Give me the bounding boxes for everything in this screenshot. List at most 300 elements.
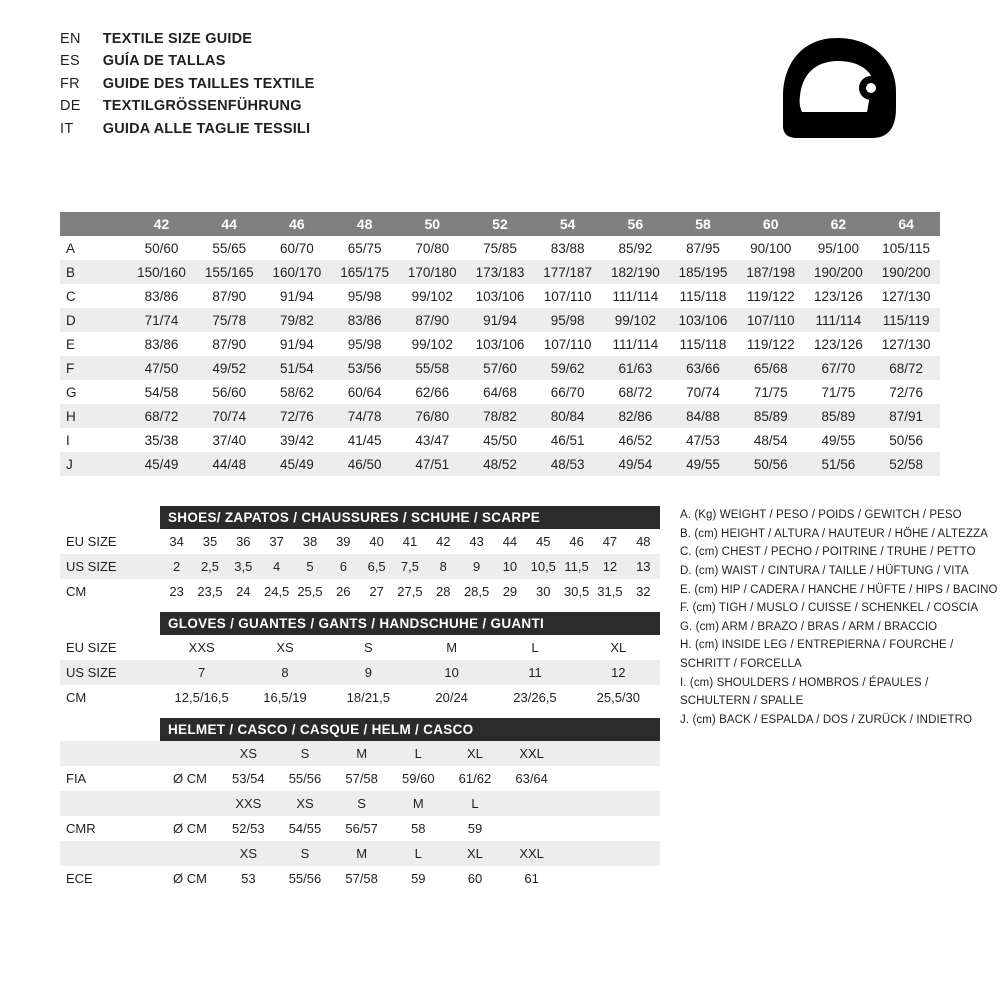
row-key-c: C	[60, 284, 128, 308]
cell: 7	[160, 660, 243, 685]
cell: 53/56	[331, 356, 399, 380]
cell: 127/130	[872, 284, 940, 308]
table-row	[60, 308, 940, 332]
cell: L	[390, 841, 447, 866]
cell: 27,5	[393, 579, 426, 604]
cell: 68/72	[128, 404, 196, 428]
helmet-section-title: HELMET / CASCO / CASQUE / HELM / CASCO	[160, 718, 660, 741]
table-row	[60, 404, 940, 428]
gloves-table-body	[60, 635, 660, 710]
cell: 107/110	[534, 332, 602, 356]
cell: 35/38	[128, 428, 196, 452]
cell: 74/78	[331, 404, 399, 428]
title-row	[60, 73, 315, 95]
band-empty-left	[60, 193, 128, 212]
cell: 155/165	[195, 260, 263, 284]
cell: 49/54	[602, 452, 670, 476]
shoes-us-label: US SIZE	[60, 554, 160, 579]
cell: XS	[277, 791, 334, 816]
cell: 57/58	[333, 766, 390, 791]
cell: 190/200	[805, 260, 873, 284]
cell: 59	[390, 866, 447, 891]
cell: 24,5	[260, 579, 293, 604]
shoes-table-body	[60, 529, 660, 604]
legend-line-i-cont: SCHULTERN / SPALLE	[680, 695, 804, 708]
cell: 190/200	[872, 260, 940, 284]
cell: 95/98	[331, 332, 399, 356]
cell: 47/50	[128, 356, 196, 380]
cell: 23/26,5	[493, 685, 576, 710]
cell: 91/94	[263, 284, 331, 308]
cell: 76/80	[398, 404, 466, 428]
cell: 60/70	[263, 236, 331, 260]
size-46: 46	[263, 212, 331, 236]
cell: 40	[360, 529, 393, 554]
cell: 91/94	[466, 308, 534, 332]
cell: 56/60	[195, 380, 263, 404]
cell: 56/57	[333, 816, 390, 841]
cell: 127/130	[872, 332, 940, 356]
cell: 26	[327, 579, 360, 604]
cell: 2,5	[193, 554, 226, 579]
band-m: M	[331, 193, 466, 212]
row-key-f: F	[60, 356, 128, 380]
cell	[160, 791, 220, 816]
cell: 123/126	[805, 332, 873, 356]
numeric-header-corner	[60, 212, 128, 236]
cell: 70/74	[195, 404, 263, 428]
table-row	[60, 635, 660, 660]
numeric-size-header	[60, 212, 940, 236]
spacer	[60, 604, 660, 612]
cell: 60	[447, 866, 504, 891]
cell: 177/187	[534, 260, 602, 284]
cell: 70/80	[398, 236, 466, 260]
cell: S	[277, 741, 334, 766]
cell: 82/86	[602, 404, 670, 428]
textile-size-table	[60, 193, 940, 476]
cell: 103/106	[669, 308, 737, 332]
cell: 10	[493, 554, 526, 579]
table-row	[60, 529, 660, 554]
cell: 54/58	[128, 380, 196, 404]
cell: 11,5	[560, 554, 593, 579]
legend-line-j: J. (cm) BACK / ESPALDA / DOS / ZURÜCK / INDIETRO	[680, 713, 973, 726]
cell: 61	[503, 866, 560, 891]
cell: 45/49	[128, 452, 196, 476]
cell: 50/56	[737, 452, 805, 476]
cell: 83/86	[331, 308, 399, 332]
cell: 99/102	[602, 308, 670, 332]
cell: 47	[593, 529, 626, 554]
cell: 85/92	[602, 236, 670, 260]
gloves-us-label: US SIZE	[60, 660, 160, 685]
size-58: 58	[669, 212, 737, 236]
size-54: 54	[534, 212, 602, 236]
cell: 61/62	[447, 766, 504, 791]
cell: 18/21,5	[327, 685, 410, 710]
cell: 50/60	[128, 236, 196, 260]
cell: 46	[560, 529, 593, 554]
cell: 20/24	[410, 685, 493, 710]
cell: XXL	[503, 741, 560, 766]
shoes-eu-label: EU SIZE	[60, 529, 160, 554]
helmet-std-ece: ECE	[60, 866, 160, 891]
cell: 43/47	[398, 428, 466, 452]
legend-line-g: G. (cm) ARM / BRAZO / BRAS / ARM / BRACCIO	[680, 620, 938, 633]
cell: 27	[360, 579, 393, 604]
size-64: 64	[872, 212, 940, 236]
gloves-eu-label: EU SIZE	[60, 635, 160, 660]
cell: 7,5	[393, 554, 426, 579]
band-xl: XL	[602, 193, 737, 212]
cell: 72/76	[263, 404, 331, 428]
cell: XS	[243, 635, 326, 660]
cell	[160, 741, 220, 766]
cell: 45/49	[263, 452, 331, 476]
legend-line-a: A. (Kg) WEIGHT / PESO / POIDS / GEWITCH / PESO	[680, 509, 962, 521]
cell: 12	[577, 660, 660, 685]
cell: 70/74	[669, 380, 737, 404]
helmet-cmr-size-label	[60, 791, 160, 816]
cell: 12,5/16,5	[160, 685, 243, 710]
cell: 85/89	[737, 404, 805, 428]
cell: XXS	[160, 635, 243, 660]
cell: 46/51	[534, 428, 602, 452]
title-lang-es: ES	[60, 53, 80, 70]
cell: 44	[493, 529, 526, 554]
cell: 123/126	[805, 284, 873, 308]
cell: 32	[627, 579, 660, 604]
cell: 165/175	[331, 260, 399, 284]
title-lang-it: IT	[60, 120, 74, 137]
legend-line-d: D. (cm) WAIST / CINTURA / TAILLE / HÜFTUNG / VITA	[680, 564, 969, 577]
cell: 57/60	[466, 356, 534, 380]
shoes-table	[60, 529, 660, 604]
band-blank-2	[872, 193, 940, 212]
cell: 37	[260, 529, 293, 554]
cell	[560, 866, 660, 891]
cell: 87/90	[195, 332, 263, 356]
shoes-section-title: SHOES/ ZAPATOS / CHAUSSURES / SCHUHE / SCARPE	[160, 506, 660, 529]
title-row	[60, 28, 315, 50]
cell: M	[410, 635, 493, 660]
title-row	[60, 50, 315, 72]
title-text-es: GUÍA DE TALLAS	[102, 53, 226, 70]
cell: 49/55	[669, 452, 737, 476]
cell: 55/56	[277, 766, 334, 791]
cell: M	[390, 791, 447, 816]
table-row	[60, 452, 940, 476]
title-text-de: TEXTILGRÖSSENFÜHRUNG	[102, 98, 302, 115]
cell: XXS	[220, 791, 277, 816]
cell: XS	[220, 741, 277, 766]
cell: S	[277, 841, 334, 866]
cell: L	[390, 741, 447, 766]
cell: 55/58	[398, 356, 466, 380]
cell: 111/114	[602, 332, 670, 356]
cell: 41/45	[331, 428, 399, 452]
cell: 51/54	[263, 356, 331, 380]
legend-line-f: F. (cm) TIGH / MUSLO / CUISSE / SCHENKEL / COSCIA	[680, 602, 979, 615]
spacer	[60, 710, 660, 718]
cell: 87/90	[398, 308, 466, 332]
cell: 119/122	[737, 332, 805, 356]
cell: 36	[227, 529, 260, 554]
cell: 37/40	[195, 428, 263, 452]
cell: 64/68	[466, 380, 534, 404]
helmet-std-fia: FIA	[60, 766, 160, 791]
cell: 25,5/30	[577, 685, 660, 710]
gloves-table	[60, 635, 660, 710]
helmet-unit-ece: Ø CM	[160, 866, 220, 891]
cell	[503, 791, 560, 816]
cell: 8	[243, 660, 326, 685]
band-s: S	[195, 193, 330, 212]
cell: 52/58	[872, 452, 940, 476]
cell: 79/82	[263, 308, 331, 332]
bottom-section	[60, 506, 998, 891]
helmet-fia-size-label	[60, 741, 160, 766]
cell: 83/86	[128, 332, 196, 356]
cell: 13	[627, 554, 660, 579]
row-key-d: D	[60, 308, 128, 332]
shoes-cm-label: CM	[60, 579, 160, 604]
cell: 57/58	[333, 866, 390, 891]
title-text-fr: GUIDE DES TAILLES TEXTILE	[102, 75, 315, 92]
cell: XL	[447, 841, 504, 866]
cell: 45/50	[466, 428, 534, 452]
helmet-icon	[772, 34, 902, 159]
table-row	[60, 332, 940, 356]
cell: 170/180	[398, 260, 466, 284]
cell: 85/89	[805, 404, 873, 428]
cell: 53/54	[220, 766, 277, 791]
row-key-a: A	[60, 236, 128, 260]
cell: 58	[390, 816, 447, 841]
cell: 39/42	[263, 428, 331, 452]
size-56: 56	[602, 212, 670, 236]
cell: 8	[427, 554, 460, 579]
cell: 6,5	[360, 554, 393, 579]
cell: 75/85	[466, 236, 534, 260]
cell: 67/70	[805, 356, 873, 380]
cell: 187/198	[737, 260, 805, 284]
title-lang-en: EN	[60, 31, 81, 47]
band-blank-1	[128, 193, 196, 212]
cell: XL	[577, 635, 660, 660]
band-xxl: XXL	[737, 193, 872, 212]
cell: 25,5	[293, 579, 326, 604]
cell: 160/170	[263, 260, 331, 284]
cell: 185/195	[669, 260, 737, 284]
size-42: 42	[128, 212, 196, 236]
cell: 51/56	[805, 452, 873, 476]
cell: 39	[327, 529, 360, 554]
cell: 119/122	[737, 284, 805, 308]
table-row	[60, 236, 940, 260]
cell: 65/68	[737, 356, 805, 380]
cell: 23,5	[193, 579, 226, 604]
legend-line-i: I. (cm) SHOULDERS / HOMBROS / ÉPAULES /	[680, 676, 929, 689]
size-50: 50	[398, 212, 466, 236]
cell: 47/53	[669, 428, 737, 452]
table-row	[60, 766, 660, 791]
legend-line-c: C. (cm) CHEST / PECHO / POITRINE / TRUHE / PETTO	[680, 546, 976, 559]
row-key-b: B	[60, 260, 128, 284]
band-l: L	[466, 193, 601, 212]
table-row	[60, 866, 660, 891]
cell: 52/53	[220, 816, 277, 841]
cell: 48	[627, 529, 660, 554]
table-row	[60, 685, 660, 710]
cell: 83/86	[128, 284, 196, 308]
title-lang-de: DE	[60, 98, 81, 115]
cell: 83/88	[534, 236, 602, 260]
cell: 10	[410, 660, 493, 685]
cell: 71/74	[128, 308, 196, 332]
cell: 91/94	[263, 332, 331, 356]
cell: 30	[527, 579, 560, 604]
cell: 71/75	[805, 380, 873, 404]
table-row	[60, 741, 660, 766]
helmet-table	[60, 741, 660, 891]
cell: 55/65	[195, 236, 263, 260]
cell: 87/95	[669, 236, 737, 260]
cell: 31,5	[593, 579, 626, 604]
cell: 43	[460, 529, 493, 554]
cell: XL	[447, 741, 504, 766]
size-52: 52	[466, 212, 534, 236]
cell: 87/90	[195, 284, 263, 308]
cell: 65/75	[331, 236, 399, 260]
cell: 58/62	[263, 380, 331, 404]
cell: M	[333, 841, 390, 866]
table-row	[60, 428, 940, 452]
cell: 24	[227, 579, 260, 604]
size-44: 44	[195, 212, 263, 236]
cell: 48/54	[737, 428, 805, 452]
table-row	[60, 791, 660, 816]
cell	[560, 841, 660, 866]
row-key-g: G	[60, 380, 128, 404]
cell	[560, 766, 660, 791]
cell: 53	[220, 866, 277, 891]
cell: 2	[160, 554, 193, 579]
cell: 35	[193, 529, 226, 554]
cell: L	[493, 635, 576, 660]
cell: 3,5	[227, 554, 260, 579]
cell: 99/102	[398, 284, 466, 308]
table-row	[60, 841, 660, 866]
cell: 28	[427, 579, 460, 604]
cell	[560, 816, 660, 841]
row-key-e: E	[60, 332, 128, 356]
gloves-cm-label: CM	[60, 685, 160, 710]
cell: 99/102	[398, 332, 466, 356]
cell: 115/118	[669, 332, 737, 356]
cell: 28,5	[460, 579, 493, 604]
helmet-table-body	[60, 741, 660, 891]
legend-line-h-cont: SCHRITT / FORCELLA	[680, 658, 802, 670]
title-block	[60, 28, 315, 140]
cell: 63/64	[503, 766, 560, 791]
title-lang-fr: FR	[60, 75, 80, 92]
cell: 41	[393, 529, 426, 554]
cell: XS	[220, 841, 277, 866]
table-row	[60, 284, 940, 308]
cell: 4	[260, 554, 293, 579]
cell: 173/183	[466, 260, 534, 284]
cell: 80/84	[534, 404, 602, 428]
cell: 62/66	[398, 380, 466, 404]
cell: 44/48	[195, 452, 263, 476]
cell: 48/52	[466, 452, 534, 476]
row-key-i: I	[60, 428, 128, 452]
cell: S	[333, 791, 390, 816]
legend-line-b: B. (cm) HEIGHT / ALTURA / HAUTEUR / HÖHE / ALTEZZA	[680, 527, 988, 540]
cell: 87/91	[872, 404, 940, 428]
title-row	[60, 95, 315, 117]
bottom-left-column	[60, 506, 660, 891]
cell: 111/114	[602, 284, 670, 308]
title-row	[60, 118, 315, 140]
cell: 9	[327, 660, 410, 685]
legend-line-h: H. (cm) INSIDE LEG / ENTREPIERNA / FOURCHE /	[680, 639, 954, 652]
cell: 107/110	[737, 308, 805, 332]
cell: XXL	[503, 841, 560, 866]
cell: 42	[427, 529, 460, 554]
cell: 45	[527, 529, 560, 554]
cell: 115/118	[669, 284, 737, 308]
cell: 71/75	[737, 380, 805, 404]
cell: 63/66	[669, 356, 737, 380]
cell: 46/50	[331, 452, 399, 476]
cell	[503, 816, 560, 841]
cell: 182/190	[602, 260, 670, 284]
title-text-it: GUIDA ALLE TAGLIE TESSILI	[102, 120, 311, 137]
header	[60, 28, 940, 159]
cell: 29	[493, 579, 526, 604]
cell: 47/51	[398, 452, 466, 476]
size-48: 48	[331, 212, 399, 236]
cell	[160, 841, 220, 866]
cell	[560, 741, 660, 766]
cell: 78/82	[466, 404, 534, 428]
table-row	[60, 816, 660, 841]
helmet-unit-cmr: Ø CM	[160, 816, 220, 841]
legend-line-e: E. (cm) HIP / CADERA / HANCHE / HÜFTE / HIPS / BACINO	[680, 583, 998, 596]
main-table-body	[60, 193, 940, 476]
size-60: 60	[737, 212, 805, 236]
cell: 46/52	[602, 428, 670, 452]
row-key-j: J	[60, 452, 128, 476]
cell	[560, 791, 660, 816]
row-key-h: H	[60, 404, 128, 428]
cell: 84/88	[669, 404, 737, 428]
cell: 68/72	[602, 380, 670, 404]
table-row	[60, 579, 660, 604]
cell: L	[447, 791, 504, 816]
cell: 61/63	[602, 356, 670, 380]
cell: 66/70	[534, 380, 602, 404]
helmet-std-cmr: CMR	[60, 816, 160, 841]
table-row	[60, 260, 940, 284]
cell: 75/78	[195, 308, 263, 332]
size-band-row	[60, 193, 940, 212]
cell: 49/55	[805, 428, 873, 452]
cell: 59/62	[534, 356, 602, 380]
